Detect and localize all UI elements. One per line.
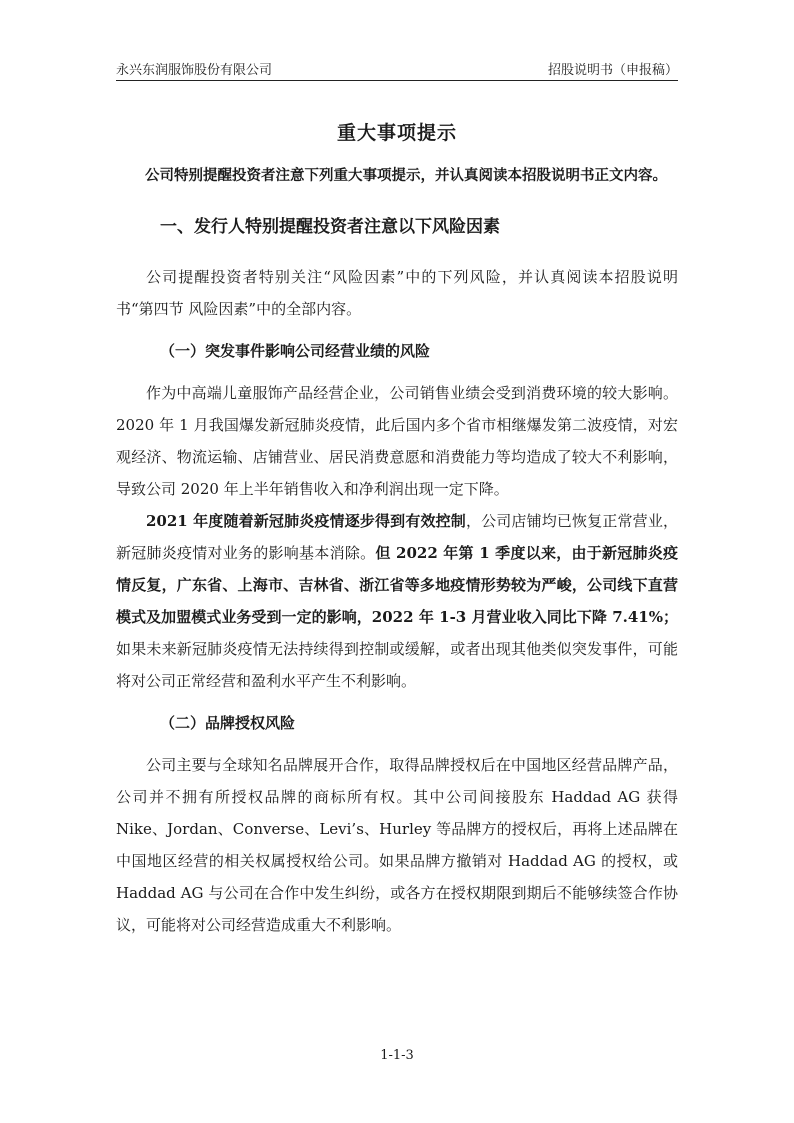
risk1-bold-text-1: 2021 年度随着新冠肺炎疫情逐步得到有效控制 (146, 512, 466, 530)
header-rule (116, 80, 678, 81)
risk1-heading: （一）突发事件影响公司经营业绩的风险 (160, 342, 431, 360)
page-number: 1-1-3 (380, 1048, 414, 1063)
risk2-heading: （二）品牌授权风险 (160, 714, 296, 732)
section1-heading: 一、发行人特别提醒投资者注意以下风险因素 (160, 217, 500, 237)
risk1-bold-text-2: 但 2022 年第 1 季度以来，由于新冠肺炎疫情反复，广东省、上海市、吉林省、浙江省等多地疫情形势较为严峻，公司线下直营模式及加盟模式业务受到一定的影响，2022 年 1-3 月营业收入同比下降 7.41%； (116, 544, 678, 626)
header-company: 永兴东润服饰股份有限公司 (116, 63, 273, 78)
document-body (116, 160, 678, 941)
page-header (116, 56, 678, 78)
section1-intro: 公司提醒投资者特别关注“风险因素”中的下列风险，并认真阅读本招股说明书“第四节 风险因素”中的全部内容。 (116, 268, 678, 318)
lead-paragraph: 公司特别提醒投资者注意下列重大事项提示，并认真阅读本招股说明书正文内容。 (145, 168, 667, 184)
header-doc-type: 招股说明书（申报稿） (547, 63, 678, 78)
risk2-paragraph1: 公司主要与全球知名品牌展开合作，取得品牌授权后在中国地区经营品牌产品，公司并不拥有所授权品牌的商标所有权。其中公司间接股东 Haddad AG 获得 Nike、Jordan、Converse、Levi’s、Hurley 等品牌方的授权后，再将上述品牌在中国地区经营的相关权属授权给公司。如果品牌方撤销对 Haddad AG 的授权，或 Haddad AG 与公司在合作中发生纠纷，或各方在授权期限到期后不能够续签合作协议，可能将对公司经营造成重大不利影响。 (116, 756, 678, 934)
risk1-paragraph1: 作为中高端儿童服饰产品经营企业，公司销售业绩会受到消费环境的较大影响。2020 年 1 月我国爆发新冠肺炎疫情，此后国内多个省市相继爆发第二波疫情，对宏观经济、物流运输、店铺营业、居民消费意愿和消费能力等均造成了较大不利影响，导致公司 2020 年上半年销售收入和净利润出现一定下降。 (116, 384, 678, 498)
risk1-text-1: ，公司店铺均已恢复正常营业，新冠肺炎疫情对业务的影响基本消除。 (116, 512, 678, 562)
page-title: 重大事项提示 (336, 122, 457, 144)
risk1-text-2: 如果未来新冠肺炎疫情无法持续得到控制或缓解，或者出现其他类似突发事件，可能将对公司正常经营和盈利水平产生不利影响。 (116, 640, 678, 690)
risk1-paragraph2 (116, 505, 678, 697)
